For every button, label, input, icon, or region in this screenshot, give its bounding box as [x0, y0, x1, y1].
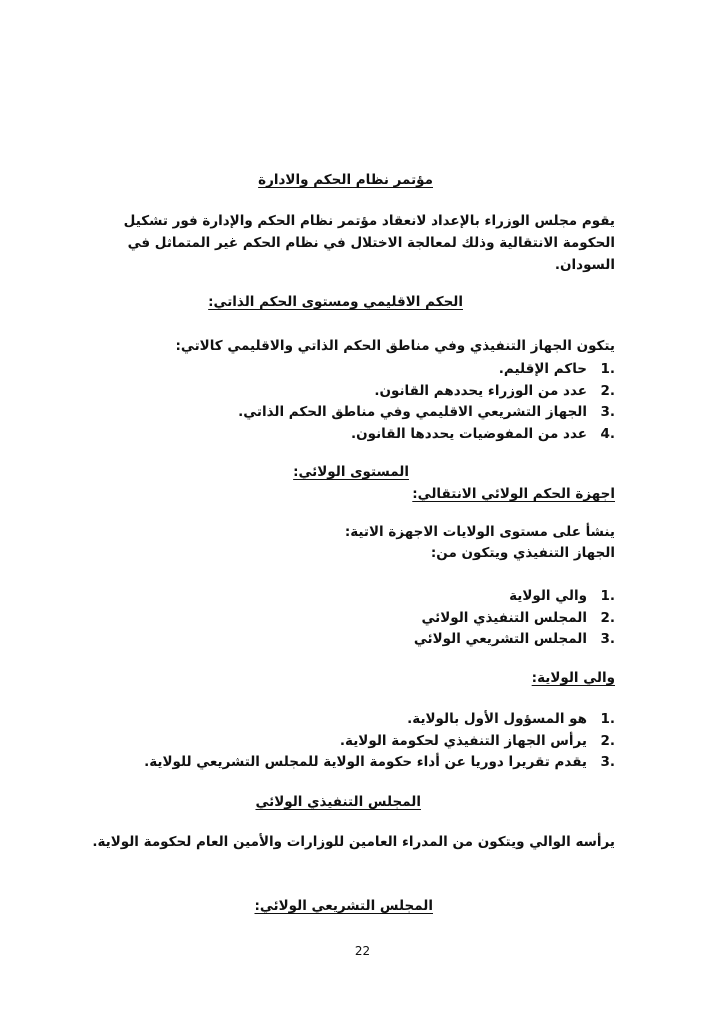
state-level-heading: المستوى الولائي: [293, 464, 409, 480]
list-item: 3.يقدم تقريرا دوريا عن أداء حكومة الولاية للمجلس التشريعي للولاية. [144, 754, 615, 770]
list-item: 2.يرأس الجهاز التنفيذي لحكومة الولاية. [339, 732, 615, 749]
state-level-lead1: ينشأ على مستوى الولايات الاجهزة الاتية: [344, 524, 615, 540]
regional-heading: الحكم الاقليمي ومستوى الحكم الذاتي: [208, 294, 463, 310]
governor-heading: والي الولاية: [531, 670, 615, 686]
executive-council-text: يرأسه الوالي ويتكون من المدراء العامين للوزارات والأمين العام لحكومة الولاية. [92, 834, 615, 850]
intro-paragraph: يقوم مجلس الوزراء بالإعداد لانعقاد مؤتمر نظام الحكم والإدارة فور تشكيل الحكومة الانتقالية وذلك لمعالجة الاختلال في نظام الحكم غير المتماثل في السودان. [123, 213, 615, 273]
list-item: 1.هو المسؤول الأول بالولاية. [407, 711, 615, 727]
governor-list [144, 709, 615, 774]
list-item: 2.المجلس التنفيذي الولائي [421, 609, 615, 626]
legislative-council-heading: المجلس التشريعي الولائي: [254, 898, 433, 914]
regional-list [238, 359, 615, 445]
list-item: 3.الجهاز التشريعي الاقليمي وفي مناطق الحكم الذاتي. [238, 404, 615, 420]
regional-lead: يتكون الجهاز التنفيذي وفي مناطق الحكم الذاتي والاقليمي كالاتي: [175, 338, 615, 354]
state-level-list [414, 586, 615, 651]
list-item: 1.والي الولاية [509, 588, 615, 604]
list-item: 1.حاكم الإقليم. [498, 361, 615, 377]
page-number: 22 [354, 944, 371, 958]
list-item: 2.عدد من الوزراء يحددهم القانون. [374, 382, 615, 399]
list-item: 4.عدد من المفوضيات يحددها القانون. [351, 425, 615, 442]
page-title: مؤتمر نظام الحكم والادارة [258, 172, 433, 188]
executive-council-heading: المجلس التنفيذي الولائي [255, 794, 421, 810]
list-item: 3.المجلس التشريعي الولائي [413, 631, 615, 647]
state-level-subheading: اجهزة الحكم الولائي الانتقالي: [412, 486, 615, 502]
state-level-lead2: الجهاز التنفيذي ويتكون من: [430, 545, 615, 561]
